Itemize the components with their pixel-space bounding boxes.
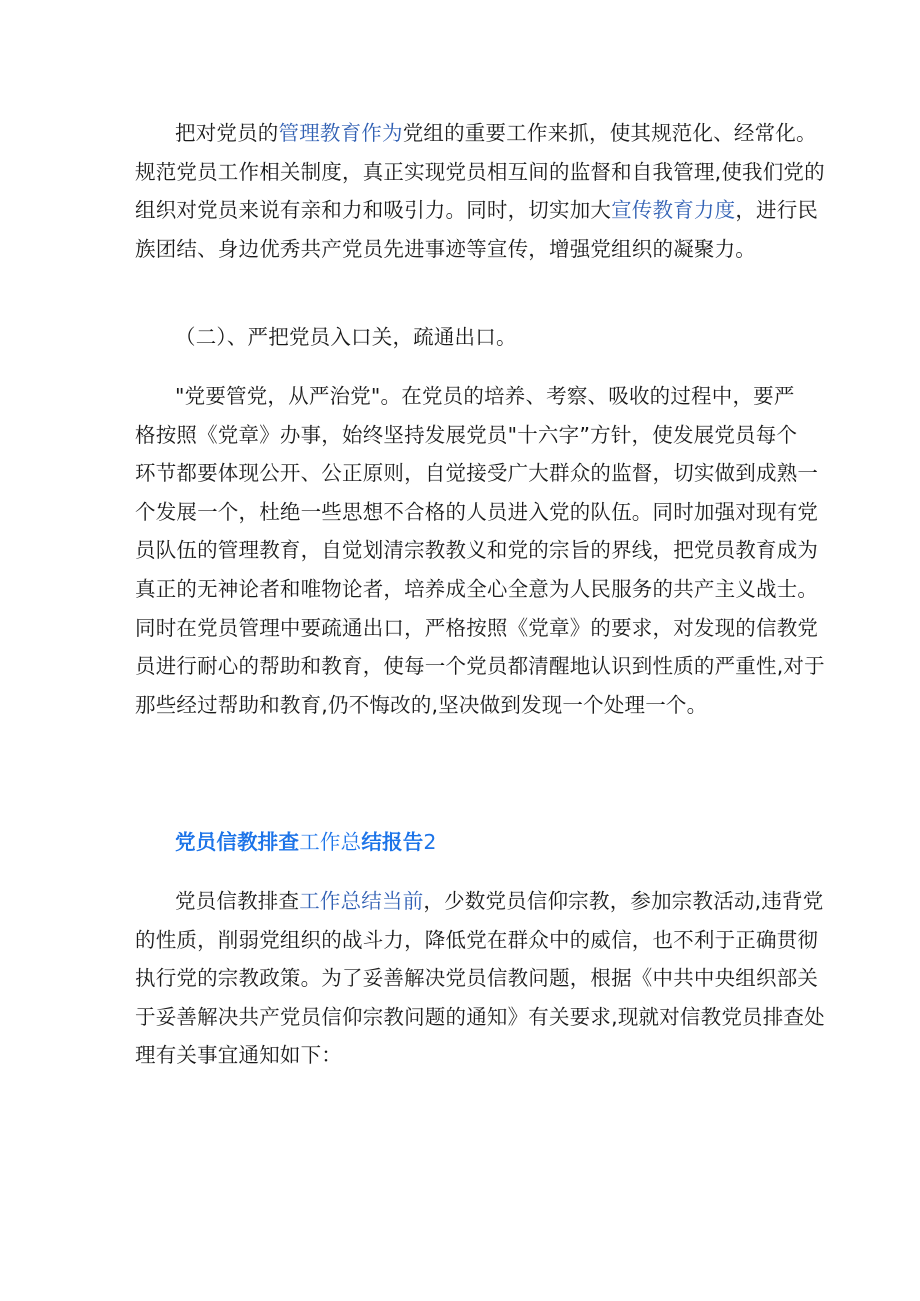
text-line: 的性质，削弱党组织的战斗力，降低党在群众中的威信，也不利于正确贯彻 (135, 927, 819, 952)
heading-text (135, 823, 795, 862)
subheading-text: （二）、严把党员入口关，疏通出口。 (175, 325, 517, 349)
text-line: "党要管党，从严治党"。在党员的培养、考察、吸收的过程中，要严 (175, 384, 795, 408)
text-run: 党组的重要工作来抓，使其规范化、经常化。 (402, 121, 817, 145)
text-run: ，进行民 (735, 198, 819, 223)
subheading-entry-exit (135, 318, 795, 357)
text-line (135, 114, 817, 153)
text-line: 环节都要体现公开、公正原则，自觉接受广大群众的监督，切实做到成熟一 (135, 461, 819, 486)
text-line (135, 191, 819, 230)
heading-run: 结报告 (361, 830, 424, 854)
text-line: 那些经过帮助和教育,仍不悔改的,坚决做到发现一个处理一个。 (135, 692, 708, 717)
paragraph-investigation-notice (135, 882, 825, 1075)
text-line: 员进行耐心的帮助和教育，使每一个党员都清醒地认识到性质的严重性,对于 (135, 654, 825, 679)
heading-number: 2 (423, 830, 437, 854)
text-line: 执行党的宗教政策。为了妥善解决党员信教问题，根据《中共中央组织部关 (135, 966, 819, 991)
text-line: 规范党员工作相关制度，真正实现党员相互间的监督和自我管理,使我们党的 (135, 159, 825, 184)
text-run: 把对党员的 (175, 121, 279, 145)
heading-run: 党员信教排查 (175, 830, 300, 854)
text-line: 同时在党员管理中要疏通出口，严格按照《党章》的要求，对发现的信教党 (135, 615, 819, 640)
text-line: 理有关事宜通知如下： (135, 1043, 342, 1068)
text-line: 员队伍的管理教育，自觉划清宗教教义和党的宗旨的界线，把党员教育成为 (135, 538, 819, 563)
text-run: 党员信教排查 (175, 889, 300, 913)
paragraph-party-education (135, 114, 825, 268)
heading-run: 工作总 (299, 830, 362, 854)
text-line: 格按照《党章》办事，始终坚持发展党员"十六字”方针，使发展党员每个 (135, 422, 798, 447)
text-line: 族团结、身边优秀共产党员先进事迹等宣传，增强党组织的凝聚力。 (135, 236, 756, 261)
text-line (135, 882, 824, 921)
text-line: 个发展一个，杜绝一些思想不合格的人员进入党的队伍。同时加强对现有党 (135, 499, 819, 524)
link-work-summary[interactable]: 工作总结当前 (299, 889, 424, 913)
paragraph-strict-governance (135, 377, 825, 724)
text-line: 于妥善解决共产党员信仰宗教问题的通知》有关要求,现就对信教党员排查处 (135, 1004, 825, 1029)
section-heading-report-2 (135, 823, 795, 862)
text-run: 组织对党员来说有亲和力和吸引力。同时，切实加大 (135, 198, 612, 223)
text-line: 真正的无神论者和唯物论者，培养成全心全意为人民服务的共产主义战士。 (135, 576, 819, 601)
text-run: ，少数党员信仰宗教，参加宗教活动,违背党 (423, 889, 824, 913)
link-publicity-education[interactable]: 宣传教育力度 (611, 198, 736, 223)
link-management-education[interactable]: 管理教育作为 (278, 121, 403, 145)
